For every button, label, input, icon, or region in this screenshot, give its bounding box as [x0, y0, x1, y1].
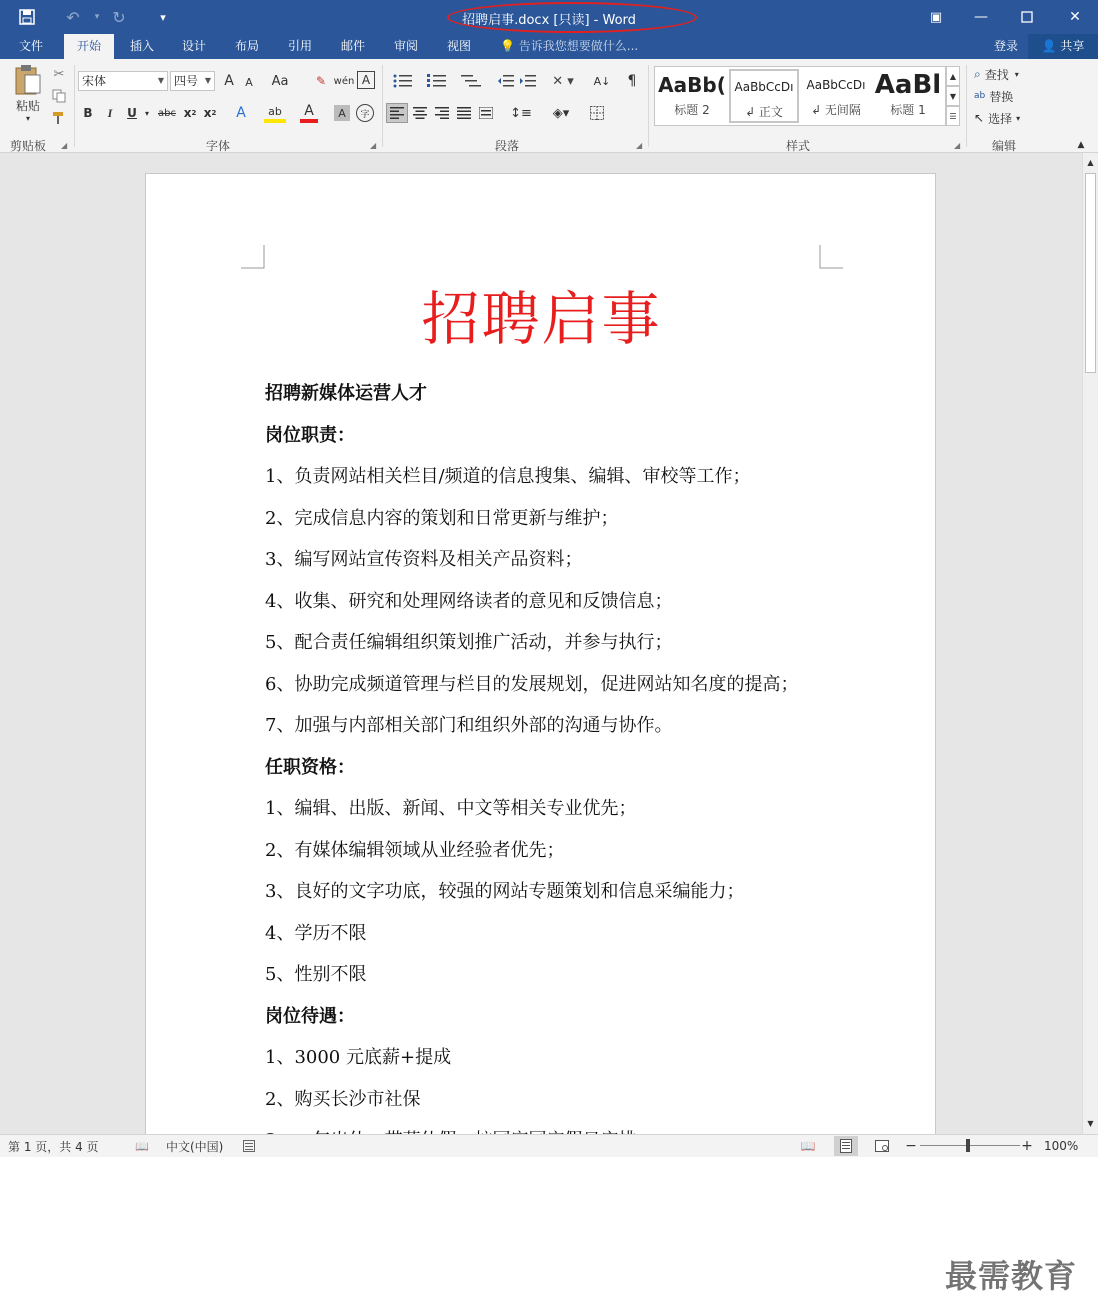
borders-icon[interactable]	[582, 103, 612, 123]
page-count[interactable]: 第 1 页，共 4 页	[8, 1139, 99, 1154]
format-painter-icon[interactable]	[50, 109, 68, 127]
font-name-combo[interactable]	[78, 71, 168, 91]
replace-label: 替换	[989, 89, 1014, 104]
divider	[74, 65, 75, 147]
chevron-down-icon: ▾	[1016, 113, 1021, 123]
styles-more-icon[interactable]: ☰	[946, 106, 960, 126]
bold-button[interactable]: B	[83, 106, 93, 120]
style-preview: AaBb(	[658, 73, 726, 97]
watermark: 最需教育	[945, 1257, 1078, 1295]
tab-home[interactable]: 开始	[64, 34, 114, 59]
sign-in-link[interactable]: 登录	[993, 39, 1018, 53]
font-size-combo[interactable]	[170, 71, 215, 91]
section-heading: 岗位待遇：	[265, 1005, 355, 1027]
character-shading-icon[interactable]: A	[334, 105, 350, 121]
list-item: 2、完成信息内容的策划和日常更新与维护；	[265, 507, 619, 529]
tab-view[interactable]: 视图	[446, 39, 471, 53]
multilevel-list-icon[interactable]	[456, 71, 486, 91]
increase-indent-icon[interactable]	[518, 71, 538, 91]
list-item: 3、良好的文字功底，较强的网站专题策划和信息采编能力；	[265, 881, 745, 902]
list-item: 1、负责网站相关栏目/频道的信息搜集、编辑、审校等工作；	[265, 466, 751, 487]
status-bar	[0, 1134, 1098, 1157]
collapse-ribbon-icon[interactable]: ▲	[1077, 140, 1085, 150]
margin-corner-mark	[819, 245, 843, 269]
bullets-icon[interactable]	[388, 71, 418, 91]
section-heading: 岗位职责：	[265, 424, 355, 446]
chevron-down-icon: ▾	[1014, 69, 1019, 79]
margin-corner-mark	[241, 245, 265, 269]
text-effects-icon[interactable]: A	[236, 105, 246, 121]
paragraph-group-label: 段落	[495, 139, 520, 153]
scroll-up-icon[interactable]: ▲	[1087, 157, 1094, 167]
font-group-label: 字体	[206, 139, 231, 153]
shading-icon[interactable]: ◈▾	[552, 105, 570, 121]
web-layout-icon[interactable]	[872, 1137, 892, 1155]
style-heading1[interactable]	[873, 69, 943, 123]
zoom-slider-thumb[interactable]	[966, 1139, 970, 1152]
highlight-icon[interactable]: ab	[264, 103, 286, 123]
minimize-button[interactable]: —	[974, 9, 988, 25]
paragraph-launcher-icon[interactable]: ◢	[636, 141, 643, 150]
ribbon-display-options-icon[interactable]: ▣	[929, 9, 943, 25]
clear-formatting-icon[interactable]: ✎	[315, 74, 327, 88]
replace-icon: ab	[974, 91, 986, 101]
italic-button[interactable]: I	[107, 105, 113, 120]
person-icon: 👤	[1041, 39, 1057, 53]
share-button[interactable]	[1028, 34, 1098, 59]
style-preview: AaBl	[874, 70, 942, 100]
style-name: ↲ 正文	[745, 105, 783, 119]
sort-icon[interactable]: A↓	[593, 74, 611, 88]
zoom-slider-track[interactable]	[920, 1145, 1020, 1146]
styles-gallery	[654, 66, 946, 126]
section-heading: 任职资格：	[265, 756, 355, 778]
styles-scroll-down-icon[interactable]: ▼	[946, 86, 960, 106]
read-mode-icon[interactable]: 📖	[800, 1139, 816, 1153]
divider	[648, 65, 649, 147]
list-item: 1、3000 元底薪+提成	[265, 1047, 452, 1068]
font-color-icon[interactable]: A	[300, 103, 318, 123]
paste-label[interactable]: 粘贴	[15, 98, 40, 113]
font-name-value: 宋体	[82, 74, 107, 88]
tab-review[interactable]: 审阅	[393, 39, 418, 53]
change-case-icon[interactable]: Aa	[271, 73, 289, 89]
vertical-scrollbar[interactable]	[1082, 153, 1098, 1134]
list-item: 3、编写网站宣传资料及相关产品资料；	[265, 549, 583, 570]
tab-layout[interactable]: 布局	[234, 39, 259, 53]
redo-icon[interactable]: ↻	[112, 7, 126, 27]
subscript-button[interactable]: x 2	[183, 106, 197, 120]
decrease-indent-icon[interactable]	[496, 71, 516, 91]
tab-insert[interactable]: 插入	[129, 39, 154, 53]
distributed-button[interactable]	[476, 103, 496, 123]
cut-icon[interactable]: ✂	[53, 66, 65, 82]
superscript-button[interactable]: x 2	[203, 106, 217, 120]
tab-file[interactable]: 文件	[18, 39, 43, 53]
styles-group-label: 样式	[786, 139, 811, 153]
chevron-down-icon: ▼	[204, 76, 211, 85]
tab-mailings[interactable]: 邮件	[340, 39, 365, 53]
tab-design[interactable]: 设计	[181, 39, 206, 53]
zoom-out-button[interactable]: −	[905, 1138, 917, 1154]
line-spacing-icon[interactable]: ↕≡	[510, 105, 532, 121]
section-heading: 招聘新媒体运营人才	[265, 383, 427, 404]
list-item: 5、配合责任编辑组织策划推广活动，并参与执行；	[265, 632, 673, 653]
show-marks-icon[interactable]: ¶	[627, 73, 637, 89]
paste-icon[interactable]	[8, 63, 48, 97]
align-right-button[interactable]	[432, 103, 452, 123]
list-item: 1、编辑、出版、新闻、中文等相关专业优先；	[265, 798, 637, 819]
style-preview: AaBbCcDı	[806, 78, 866, 92]
list-item: 2、有媒体编辑领域从业经验者优先；	[265, 839, 565, 861]
find-label: 查找	[984, 67, 1009, 82]
title-highlight-oval	[447, 2, 697, 33]
divider	[382, 65, 383, 147]
style-name: 标题 2	[674, 103, 710, 117]
maximize-button[interactable]	[1004, 0, 1050, 34]
character-border-icon[interactable]: A	[357, 71, 375, 89]
styles-launcher-icon[interactable]: ◢	[954, 141, 961, 150]
tab-references[interactable]: 引用	[287, 39, 312, 53]
chevron-down-icon: ▼	[157, 76, 164, 85]
divider	[966, 65, 967, 147]
list-item: 4、收集、研究和处理网络读者的意见和反馈信息；	[265, 590, 673, 612]
share-label: 共享	[1060, 39, 1085, 53]
scroll-thumb[interactable]	[1085, 173, 1096, 373]
chinese-layout-icon[interactable]: ✕ ▾	[552, 73, 574, 89]
list-item: 6、协助完成频道管理与栏目的发展规划，促进网站知名度的提高；	[265, 673, 799, 695]
replace-button[interactable]	[974, 87, 1030, 105]
tell-me-box[interactable]	[500, 34, 638, 59]
font-launcher-icon[interactable]: ◢	[370, 141, 377, 150]
underline-button[interactable]: U	[127, 106, 137, 120]
numbering-icon[interactable]	[422, 71, 452, 91]
align-center-button[interactable]	[410, 103, 430, 123]
undo-icon[interactable]: ↶	[66, 7, 80, 27]
styles-scroll-up-icon[interactable]: ▲	[946, 66, 960, 86]
list-item: 2、购买长沙市社保	[265, 1088, 421, 1110]
editing-group-label: 编辑	[992, 139, 1017, 153]
phonetic-guide-icon[interactable]: wén	[333, 75, 355, 87]
undo-dropdown-icon[interactable]: ▾	[94, 12, 100, 22]
style-preview: AaBbCcDı	[734, 80, 794, 94]
list-item: 4、学历不限	[265, 922, 367, 944]
font-size-value: 四号	[174, 74, 199, 88]
style-name: ↲ 无间隔	[811, 103, 861, 117]
search-icon: ⌕	[974, 66, 981, 81]
align-left-button[interactable]	[386, 103, 408, 123]
list-item: 7、加强与内部相关部门和组织外部的沟通与协作。	[265, 715, 673, 736]
ribbon	[0, 59, 1098, 153]
zoom-in-button[interactable]: +	[1021, 1138, 1033, 1154]
ribbon-tabs	[0, 34, 1098, 59]
strikethrough-button[interactable]: abc	[158, 107, 176, 119]
superscript-label: x	[203, 106, 212, 120]
proofing-icon[interactable]: 📖	[135, 1139, 149, 1153]
paste-dropdown-icon[interactable]: ▾	[25, 113, 30, 123]
clipboard-launcher-icon[interactable]: ◢	[61, 141, 68, 150]
enclose-characters-icon[interactable]: 字	[356, 104, 374, 122]
shrink-font-icon[interactable]: A	[245, 75, 253, 89]
find-button[interactable]	[974, 65, 1036, 83]
zoom-level[interactable]: 100%	[1044, 1139, 1079, 1153]
list-item: 5、性别不限	[265, 964, 367, 985]
window-title: 招聘启事.docx [只读] - Word	[462, 13, 636, 28]
select-button[interactable]	[974, 109, 1036, 127]
macro-recording-icon[interactable]	[242, 1138, 256, 1154]
select-label: 选择	[988, 111, 1013, 126]
grow-font-icon[interactable]: A	[224, 73, 234, 89]
clipboard-group-label: 剪贴板	[10, 139, 47, 153]
close-button[interactable]: ✕	[1069, 9, 1081, 25]
language-indicator[interactable]: 中文(中国)	[166, 1139, 224, 1154]
print-layout-icon[interactable]	[834, 1136, 858, 1156]
document-title: 招聘启事	[421, 285, 662, 353]
document-page[interactable]	[145, 173, 936, 1153]
style-name: 标题 1	[890, 103, 926, 117]
justify-button[interactable]	[454, 103, 474, 123]
subscript-label: x	[183, 106, 192, 120]
lightbulb-icon: 💡	[500, 39, 515, 53]
underline-dropdown-icon[interactable]: ▾	[144, 108, 149, 118]
title-bar	[0, 0, 1098, 34]
copy-icon[interactable]	[50, 87, 68, 105]
scroll-down-icon[interactable]: ▼	[1087, 1118, 1094, 1128]
cursor-icon: ↖	[974, 111, 985, 125]
style-heading2[interactable]	[657, 69, 727, 123]
tell-me-text: 告诉我您想要做什么...	[518, 39, 639, 53]
customize-qat-icon[interactable]: ▾	[160, 10, 166, 24]
style-normal[interactable]	[729, 69, 799, 123]
style-no-spacing[interactable]	[801, 69, 871, 123]
